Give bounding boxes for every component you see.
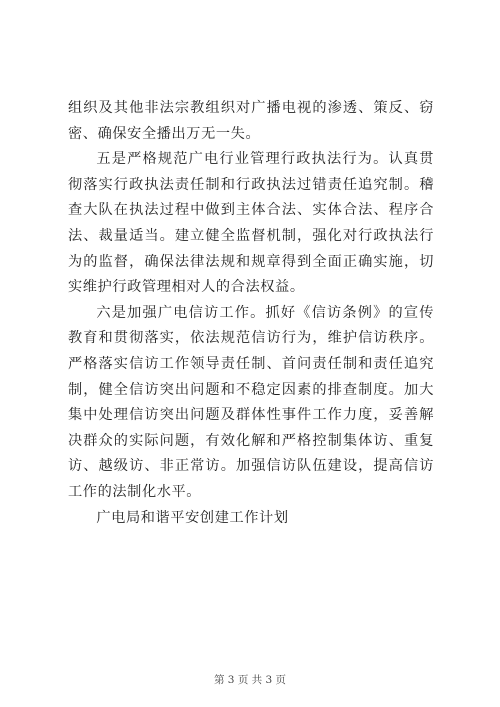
page-number-footer: 第 3 页 共 3 页: [213, 674, 287, 686]
paragraph-petition-work: 六是加强广电信访工作。抓好《信访条例》的宣传教育和贯彻落实，依法规范信访行为，维护信访秩序。严格落实信访工作领导责任制、首问责任制和责任追究制，健全信访突出问题和不稳定因素的排查制度。加大集中处理信访突出问题及群体性事件工作力度，妥善解决群众的实际问题，有效化解和严格控制集体访、重复访、越级访、非正常访。加强信访队伍建设，提高信访工作的法制化水平。: [68, 304, 434, 500]
document-title-line: 广电局和谐平安创建工作计划: [96, 509, 289, 526]
document-body: [68, 96, 434, 531]
paragraph-law-enforcement: 五是严格规范广电行业管理行政执法行为。认真贯彻落实行政执法责任制和行政执法过错责任追究制。稽查大队在执法过程中做到主体合法、实体合法、程序合法、裁量适当。建立健全监督机制，强化对行政执法行为的监督，确保法律法规和规章得到全面正确实施，切实维护行政管理相对人的合法权益。: [68, 151, 434, 296]
paragraph-continuation: 组织及其他非法宗教组织对广播电视的渗透、策反、窃密、确保安全播出万无一失。: [68, 100, 434, 142]
